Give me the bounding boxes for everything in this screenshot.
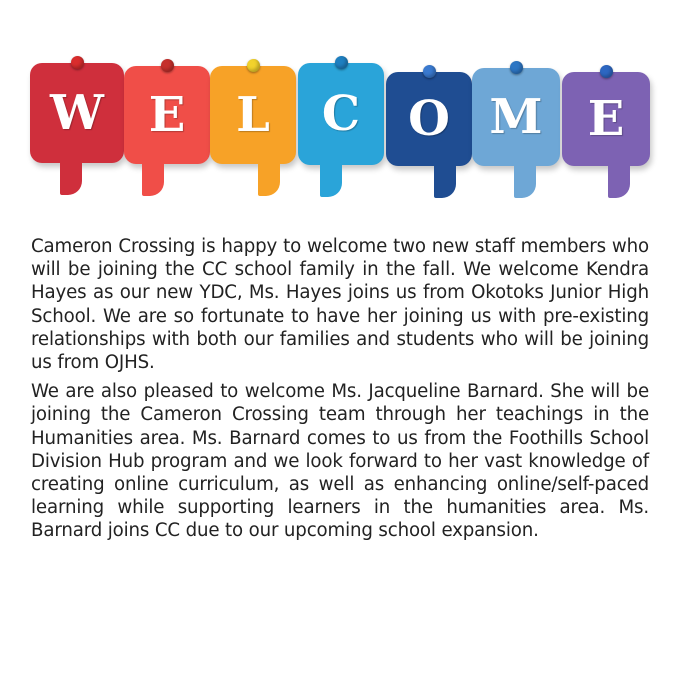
welcome-letter: O bbox=[408, 91, 450, 147]
welcome-letter-bubble bbox=[30, 63, 124, 163]
speech-tail bbox=[142, 152, 164, 196]
push-pin-icon bbox=[423, 65, 436, 78]
speech-tail bbox=[608, 154, 630, 198]
announcement-text bbox=[31, 235, 649, 549]
bubble-box bbox=[386, 72, 472, 166]
paragraph-welcome-barnard: We are also pleased to welcome Ms. Jacqueline Barnard. She will be joining the Cameron Crossing team through her teachings in the Humanities area. Ms. Barnard comes to us from the Foothills School Division Hub program and we look forward to her vast knowledge of creating online curriculum, as well as enhancing online/self-paced learning while supporting learners in the humanities area. Ms. Barnard joins CC due to our upcoming school expansion. bbox=[31, 381, 649, 542]
welcome-letter-bubble bbox=[210, 66, 296, 164]
push-pin-icon bbox=[161, 59, 174, 72]
speech-tail bbox=[434, 154, 456, 198]
paragraph-welcome-hayes: Cameron Crossing is happy to welcome two new staff members who will be joining the CC school family in the fall. We welcome Kendra Hayes as our new YDC, Ms. Hayes joins us from Okotoks Junior High School. We are so fortunate to have her joining us with pre-existing relationships with both our families and students who will be joining us from OJHS. bbox=[31, 236, 649, 374]
welcome-letter: E bbox=[148, 87, 186, 143]
welcome-letter: C bbox=[321, 86, 361, 142]
push-pin-icon bbox=[247, 59, 260, 72]
speech-tail bbox=[514, 154, 536, 198]
bubble-box bbox=[124, 66, 210, 164]
welcome-letter-bubble bbox=[298, 63, 384, 165]
welcome-letter: W bbox=[50, 85, 104, 141]
welcome-letter: E bbox=[587, 91, 625, 147]
push-pin-icon bbox=[71, 56, 84, 69]
welcome-letter-bubble bbox=[386, 72, 472, 166]
bubble-box bbox=[210, 66, 296, 164]
welcome-letter-bubble bbox=[562, 72, 650, 166]
bubble-box bbox=[298, 63, 384, 165]
bubble-box bbox=[30, 63, 124, 163]
push-pin-icon bbox=[510, 61, 523, 74]
push-pin-icon bbox=[600, 65, 613, 78]
welcome-letter: L bbox=[236, 87, 270, 143]
push-pin-icon bbox=[335, 56, 348, 69]
welcome-letter-bubble bbox=[124, 66, 210, 164]
speech-tail bbox=[60, 151, 82, 195]
bubble-box bbox=[562, 72, 650, 166]
welcome-letter-bubble bbox=[472, 68, 560, 166]
speech-tail bbox=[258, 152, 280, 196]
welcome-banner bbox=[0, 0, 680, 215]
bubble-box bbox=[472, 68, 560, 166]
speech-tail bbox=[320, 153, 342, 197]
welcome-letter: M bbox=[489, 89, 543, 145]
